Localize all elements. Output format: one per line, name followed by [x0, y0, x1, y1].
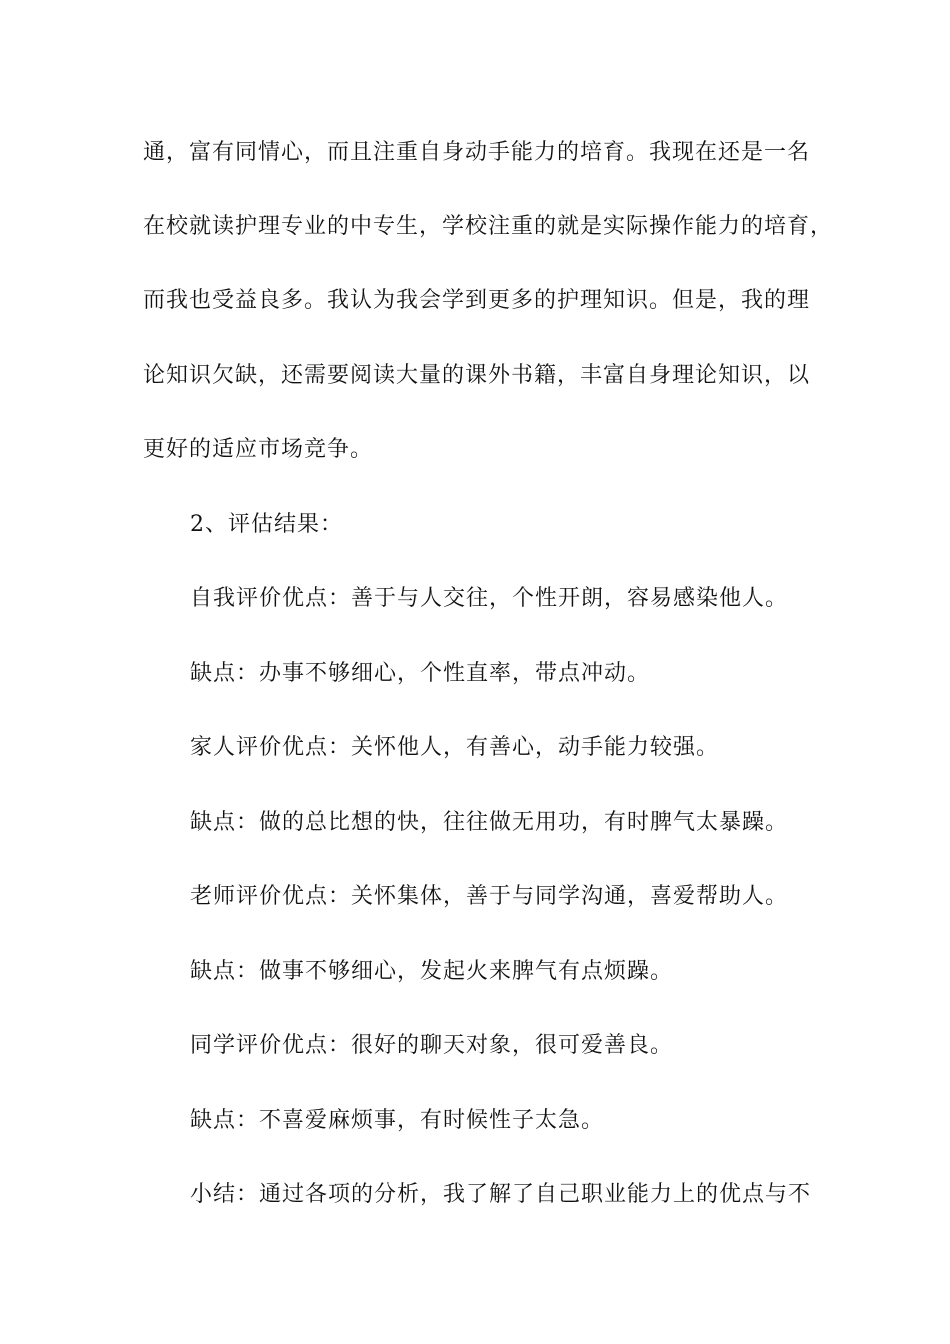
paragraph-line-4: 论知识欠缺，还需要阅读大量的课外书籍，丰富自身理论知识，以 [143, 363, 811, 388]
self-evaluation-strengths: 自我评价优点：善于与人交往，个性开朗，容易感染他人。 [190, 586, 789, 611]
paragraph-line-1: 通，富有同情心，而且注重自身动手能力的培育。我现在还是一名 [143, 140, 811, 165]
teacher-evaluation-strengths: 老师评价优点：关怀集体，善于与同学沟通，喜爱帮助人。 [190, 884, 789, 909]
section-heading: 2、评估结果： [190, 512, 343, 537]
self-evaluation-weaknesses: 缺点：办事不够细心，个性直率，带点冲动。 [190, 661, 651, 686]
classmate-evaluation-strengths: 同学评价优点：很好的聊天对象，很可爱善良。 [190, 1033, 674, 1058]
classmate-evaluation-weaknesses: 缺点：不喜爱麻烦事，有时候性子太急。 [190, 1108, 605, 1133]
summary-line: 小结：通过各项的分析，我了解了自己职业能力上的优点与不 [190, 1182, 812, 1207]
paragraph-line-3: 而我也受益良多。我认为我会学到更多的护理知识。但是，我的理 [143, 288, 811, 313]
teacher-evaluation-weaknesses: 缺点：做事不够细心，发起火来脾气有点烦躁。 [190, 959, 674, 984]
paragraph-line-5: 更好的适应市场竞争。 [143, 437, 374, 462]
family-evaluation-strengths: 家人评价优点：关怀他人，有善心，动手能力较强。 [190, 735, 720, 760]
family-evaluation-weaknesses: 缺点：做的总比想的快，往往做无用功，有时脾气太暴躁。 [190, 810, 789, 835]
paragraph-line-2: 在校就读护理专业的中专生，学校注重的就是实际操作能力的培育， [143, 214, 834, 239]
